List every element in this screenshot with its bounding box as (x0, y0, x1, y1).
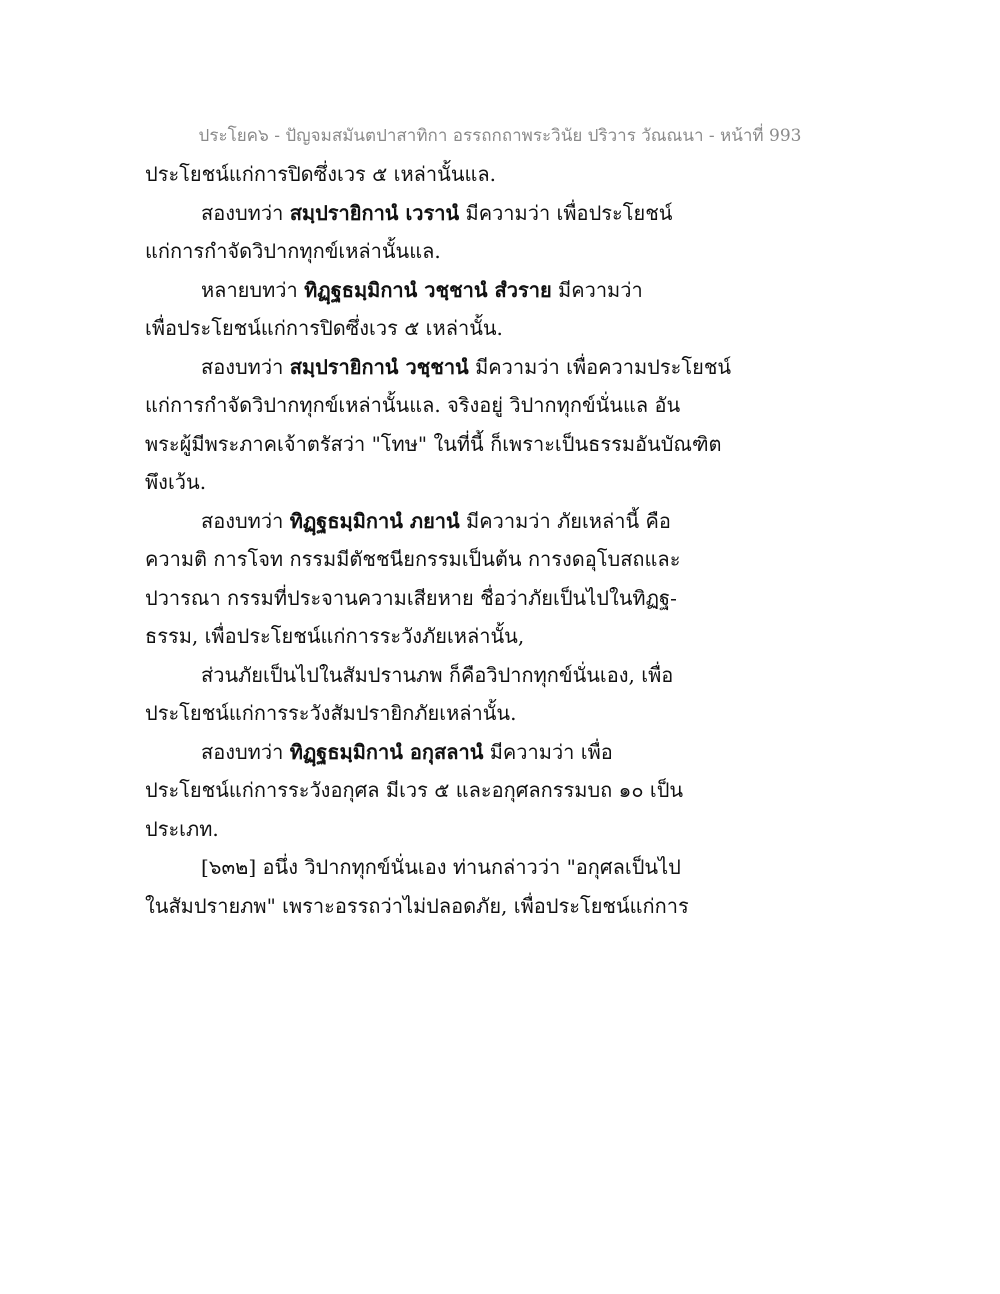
text-line (145, 848, 865, 887)
text-line (145, 232, 865, 271)
text-segment: [๖๓๒] อนึ่ง วิปากทุกข์นั่นเอง ท่านกล่าวว่า "อกุศลเป็นไป (201, 855, 681, 879)
text-line (145, 386, 865, 425)
text-line (145, 771, 865, 810)
text-line (145, 617, 865, 656)
pali-term: ทิฏฺฐธมฺมิกานํ วชฺชานํ สํวราย (304, 277, 552, 302)
text-segment: สองบทว่า (201, 739, 290, 764)
text-segment: ประโยชน์แก่การปิดซึ่งเวร ๕ เหล่านั้นแล. (145, 162, 497, 186)
text-line (145, 733, 865, 772)
text-line (145, 579, 865, 618)
text-segment: ความติ การโจท กรรมมีตัชชนียกรรมเป็นต้น การงดอุโบสถและ (145, 547, 681, 571)
text-segment: สองบทว่า (201, 508, 290, 533)
text-line (145, 348, 865, 387)
text-segment: แก่การกำจัดวิปากทุกข์เหล่านั้นแล. จริงอยู่ วิปากทุกข์นั่นแล อัน (145, 393, 681, 417)
body-text (145, 155, 865, 925)
text-line (145, 271, 865, 310)
text-line (145, 694, 865, 733)
text-segment: มีความว่า เพื่อ (483, 739, 613, 764)
text-line (145, 463, 865, 502)
text-segment: ประโยชน์แก่การระวังอกุศล มีเวร ๕ และอกุศลกรรมบถ ๑๐ เป็น (145, 778, 684, 802)
pali-term: สมฺปรายิกานํ วชฺชานํ (289, 354, 469, 379)
text-segment: ส่วนภัยเป็นไปในสัมปรานภพ ก็คือวิปากทุกข์นั่นเอง, เพื่อ (201, 662, 674, 687)
text-line (145, 502, 865, 541)
text-line (145, 656, 865, 695)
text-segment: ประเภท. (145, 816, 219, 841)
text-segment: มีความว่า เพื่อประโยชน์ (459, 200, 673, 225)
text-line (145, 155, 865, 194)
pali-term: ทิฏฺฐธมฺมิกานํ ภยานํ (289, 508, 460, 533)
text-line (145, 194, 865, 233)
text-segment: ธรรม, เพื่อประโยชน์แก่การระวังภัยเหล่านั้น, (145, 624, 525, 648)
text-segment: ประโยชน์แก่การระวังสัมปรายิกภัยเหล่านั้น. (145, 701, 517, 725)
text-segment: แก่การกำจัดวิปากทุกข์เหล่านั้นแล. (145, 239, 441, 263)
text-segment: มีความว่า เพื่อความประโยชน์ (468, 354, 732, 379)
text-segment: พระผู้มีพระภาคเจ้าตรัสว่า "โทษ" ในที่นี้ ก็เพราะเป็นธรรมอันบัณฑิต (145, 431, 722, 456)
text-segment: ในสัมปรายภพ" เพราะอรรถว่าไม่ปลอดภัย, เพื่อประโยชน์แก่การ (145, 893, 689, 918)
text-line (145, 425, 865, 464)
pali-term: ทิฏฺฐธมฺมิกานํ อกุสลานํ (289, 739, 484, 764)
text-segment: มีความว่า ภัยเหล่านี้ คือ (459, 508, 671, 533)
text-segment: ปวารณา กรรมที่ประจานความเสียหาย ชื่อว่าภัยเป็นไปในทิฏฐ- (145, 585, 677, 610)
text-segment: มีความว่า (551, 277, 643, 302)
text-line (145, 887, 865, 926)
text-segment: พึงเว้น. (145, 470, 207, 494)
text-segment: เพื่อประโยชน์แก่การปิดซึ่งเวร ๕ เหล่านั้น. (145, 316, 503, 340)
text-segment: สองบทว่า (201, 354, 290, 379)
text-line (145, 810, 865, 849)
text-segment: หลายบทว่า (201, 277, 305, 302)
page-header: ประโยค๖ - ปัญจมสมันตปาสาทิกา อรรถกถาพระวินัย ปริวาร วัณณนา - หน้าที่ 993 (198, 126, 802, 146)
pali-term: สมฺปรายิกานํ เวรานํ (289, 200, 460, 225)
text-line (145, 540, 865, 579)
text-line (145, 309, 865, 348)
text-segment: สองบทว่า (201, 200, 290, 225)
